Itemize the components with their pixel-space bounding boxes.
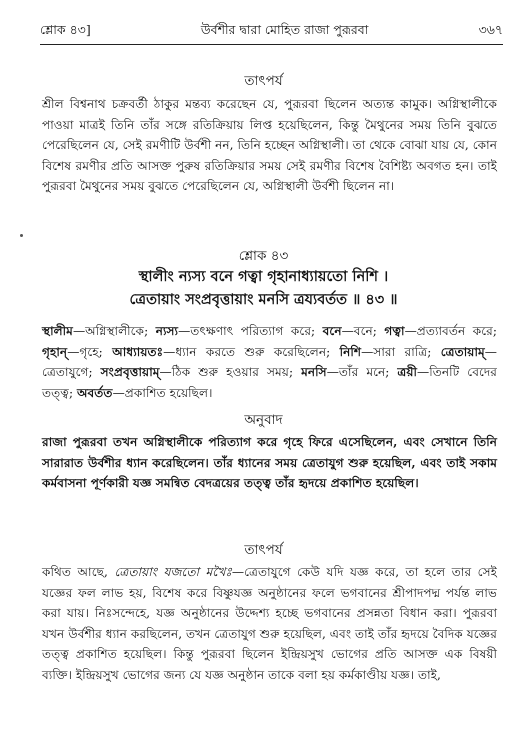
synonym-meaning: —ধ্যান করতে শুরু করেছিলেন; — [163, 344, 340, 359]
verse-line-1: স্থালীং ন্যস্য বনে গত্বা গৃহানাধ্যায়তো নিশি । — [138, 268, 389, 285]
stray-mark — [20, 234, 23, 237]
synonym-word: আধ্যায়তঃ — [112, 344, 164, 359]
synonym-meaning: —তৎক্ষণাৎ পরিত্যাগ করে; — [178, 324, 323, 338]
verse-heading: শ্লোক ৪৩ — [238, 248, 289, 264]
synonym-meaning: —ত্রেতাযুগে; — [42, 344, 497, 379]
synonym-meaning: —ঠিক শুরু হওয়ার সময়; — [159, 365, 302, 379]
page-number: ৩৬৭ — [478, 22, 503, 37]
synonym-word: ত্রেতায়াম্ — [440, 344, 485, 359]
synonym-meaning: —সারা রাত্রি; — [361, 344, 441, 359]
purport-heading: তাৎপর্য — [244, 73, 283, 89]
scripture-quote: ত্রেতায়াং যজতো মখৈঃ — [114, 565, 232, 579]
synonym-meaning: —তাঁর মনে; — [326, 365, 398, 379]
purport-intro: কথিত আছে, — [42, 565, 115, 579]
synonym-word: বনে — [322, 324, 342, 338]
translation-paragraph: রাজা পুরূরবা তখন অগ্নিস্থালীকে পরিত্যাগ করে গৃহে ফিরে এসেছিলেন, এবং সেখানে তিনি সারারাত উর্বশীর ধ্যান করেছিলেন। তাঁর ধ্যানের সময় ত্রেতাযুগ শুরু হয়েছিল, এবং তাই সকাম কর্মবাসনা পূর্ণকারী যজ্ঞ সমন্বিত বেদত্রয়ের তত্ত্ব তাঁর হৃদয়ে প্রকাশিত হয়েছিল। — [42, 435, 497, 490]
synonym-meaning: —অগ্নিস্থালীকে; — [72, 324, 156, 338]
translation-heading: অনুবাদ — [244, 412, 283, 428]
synonym-word: অবর্তত — [76, 385, 113, 400]
synonym-meaning: —প্রকাশিত হয়েছিল। — [112, 385, 213, 400]
synonym-word: ন্যস্য — [155, 324, 179, 338]
synonym-word: গৃহান্ — [42, 344, 68, 359]
purport-paragraph: শ্রীল বিশ্বনাথ চক্রবর্তী ঠাকুর মন্তব্য করেছেন যে, পুরূরবা ছিলেন অত্যন্ত কামুক। অগ্নিস্থালীকে পাওয়া মাত্রই তিনি তাঁর সঙ্গে রতিক্রিয়ায় লিপ্ত হয়েছিলেন, কিন্তু মৈথুনের সময় তিনি বুঝতে পেরেছিলেন যে, সেই রমণীটি উর্বশী নন, তিনি হচ্ছেন অগ্নিস্থালী। তা থেকে বোঝা যায় যে, কোন বিশেষ রমণীর প্রতি আসক্ত পুরুষ রতিক্রিয়ার সময় সেই রমণীর বিশেষ বৈশিষ্ট্য অবগত হন। তাই পুরূরবা মৈথুনের সময় বুঝতে পেরেছিলেন যে, অগ্নিস্থালী উর্বশী ছিলেন না। — [42, 97, 497, 193]
purport-heading-2: তাৎপর্য — [244, 542, 283, 558]
synonym-meaning: —বনে; — [341, 324, 385, 338]
header-rule — [40, 44, 503, 45]
synonym-meaning: —গৃহে; — [67, 344, 113, 359]
running-header — [40, 22, 503, 42]
synonym-word: স্থালীম — [42, 324, 73, 338]
synonym-word: সংপ্রবৃত্তায়াম্ — [100, 365, 160, 379]
chapter-title: উর্বশীর দ্বারা মোহিত রাজা পুরূরবা — [200, 22, 369, 37]
synonym-meaning: —প্রত্যাবর্তন করে; — [404, 324, 497, 338]
synonym-word: ত্রয়ী — [397, 365, 418, 379]
synonym-word: গত্বা — [384, 324, 405, 338]
synonym-word: মনসি — [301, 365, 327, 379]
verse-line-2: ত্রেতায়াং সংপ্রবৃত্তায়াং মনসি ত্রয্যবর্তত ॥ ৪৩ ॥ — [129, 291, 398, 308]
synonyms-paragraph — [42, 321, 497, 403]
synonym-meaning: —তিনটি বেদের তত্ত্ব; — [42, 365, 497, 400]
purport-paragraph-2 — [42, 562, 497, 685]
synonym-word: নিশি — [339, 344, 362, 359]
purport-body: —ত্রেতাযুগে কেউ যদি যজ্ঞ করে, তা হলে তার সেই যজ্ঞের ফল লাভ হয়, বিশেষ করে বিষ্ণুযজ্ঞ অনুষ্ঠানের ফলে ভগবানের শ্রীপাদপদ্ম পর্যন্ত লাভ করা যায়। নিঃসন্দেহে, যজ্ঞ অনুষ্ঠানের উদ্দেশ্য হচ্ছে ভগবানের প্রসন্নতা বিধান করা। পুরূরবা যখন উর্বশীর ধ্যান করছিলেন, তখন ত্রেতাযুগ শুরু হয়েছিল, এবং তাই তাঁর হৃদয়ে বৈদিক যজ্ঞের তত্ত্ব প্রকাশিত হয়েছিল। কিন্তু পুরূরবা ছিলেন ইন্দ্রিয়সুখ ভোগের প্রতি আসক্ত এক বিষয়ী ব্যক্তি। ইন্দ্রিয়সুখ ভোগের জন্য যে যজ্ঞ অনুষ্ঠান তাকে বলা হয় কর্মকাণ্ডীয় যজ্ঞ। তাই, — [42, 565, 497, 682]
verse-reference: শ্লোক ৪৩] — [40, 22, 91, 37]
